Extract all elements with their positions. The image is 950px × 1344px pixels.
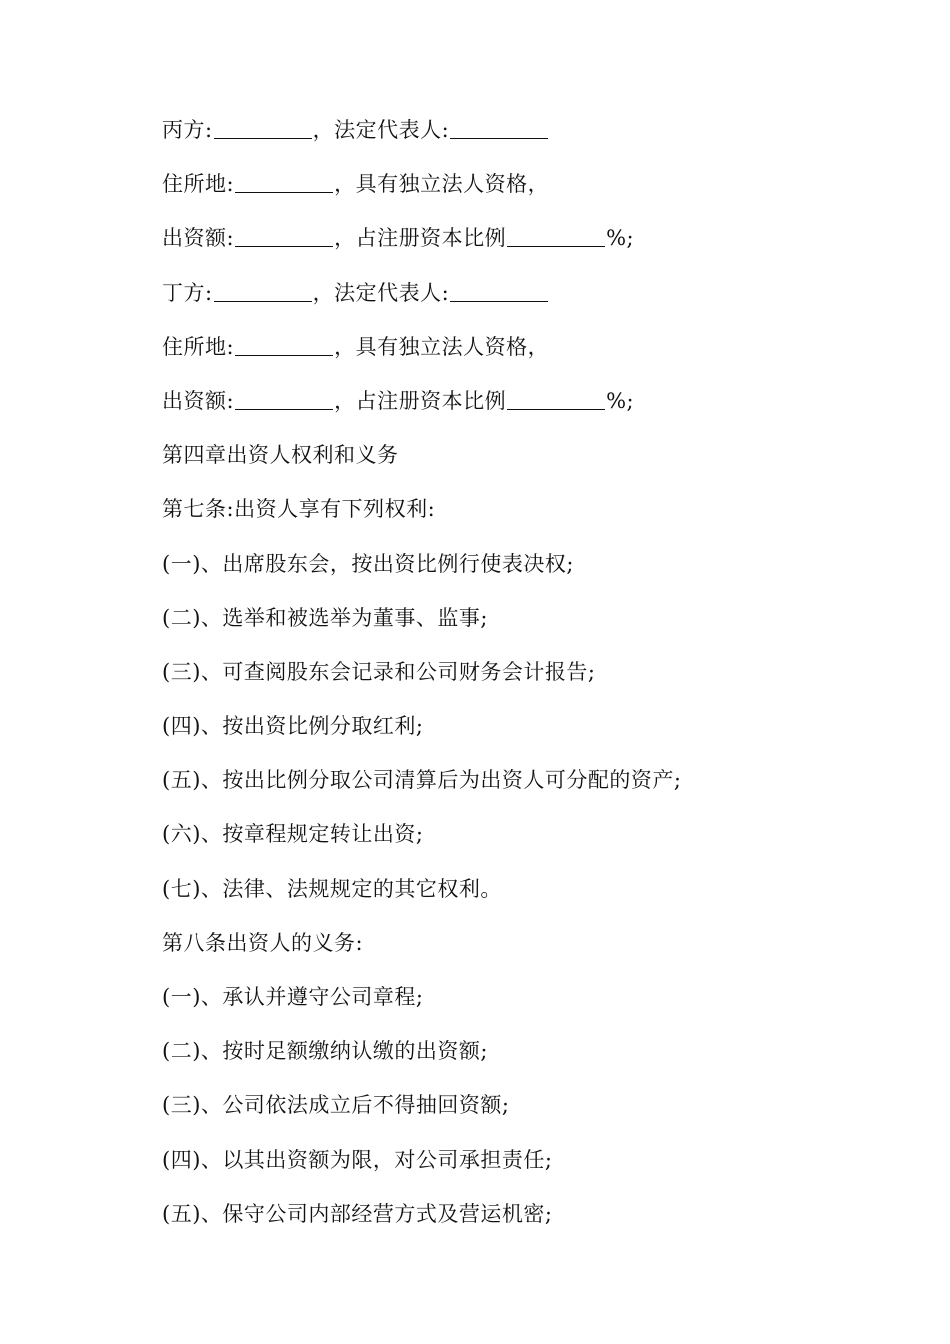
article-7-item: (七)、法律、法规规定的其它权利。 <box>162 876 502 901</box>
article-8-item: (二)、按时足额缴纳认缴的出资额; <box>162 1039 488 1064</box>
party-c-ratio-label: ，占注册资本比例 <box>334 226 507 251</box>
party-d-ratio-blank <box>507 387 605 410</box>
party-c-capital-blank <box>235 224 333 247</box>
article-8-item: (四)、以其出资额为限，对公司承担责任; <box>162 1147 553 1172</box>
article-8-title: 第八条出资人的义务: <box>162 930 364 955</box>
party-c-rep-blank <box>450 116 548 139</box>
article-8-item: (五)、保守公司内部经营方式及营运机密; <box>162 1201 553 1226</box>
party-d-address-suffix: ，具有独立法人资格， <box>334 334 550 359</box>
party-d-address-line <box>162 329 882 383</box>
party-d-ratio-label: ，占注册资本比例 <box>334 388 507 413</box>
party-c-capital-line <box>162 220 882 274</box>
party-d-address-blank <box>235 333 333 356</box>
article-7-item: (四)、按出资比例分取红利; <box>162 714 424 739</box>
party-d-label: 丁方: <box>162 280 213 305</box>
party-c-rep-label: ，法定代表人: <box>312 118 450 142</box>
party-c-capital-label: 出资额: <box>162 226 235 251</box>
party-d-capital-label: 出资额: <box>162 388 235 413</box>
party-d-capital-blank <box>235 387 333 410</box>
party-c-address-line <box>162 166 882 220</box>
article-7-item: (六)、按章程规定转让出资; <box>162 822 424 847</box>
party-d-ratio-suffix: %; <box>606 388 635 413</box>
party-c-label: 丙方: <box>162 118 213 142</box>
party-c-name-blank <box>214 116 312 139</box>
party-d-capital-line <box>162 383 882 437</box>
document-page <box>162 112 882 1250</box>
article-7-item: (五)、按出比例分取公司清算后为出资人可分配的资产; <box>162 768 682 793</box>
party-c-ratio-suffix: %; <box>606 226 635 251</box>
party-c-address-suffix: ，具有独立法人资格， <box>334 172 550 197</box>
party-d-rep-label: ，法定代表人: <box>312 280 450 305</box>
party-c-address-label: 住所地: <box>162 172 235 197</box>
article-7-item: (二)、选举和被选举为董事、监事; <box>162 605 488 630</box>
party-d-address-label: 住所地: <box>162 334 235 359</box>
party-c-ratio-blank <box>507 224 605 247</box>
party-c-line <box>162 112 882 166</box>
chapter-title: 第四章出资人权利和义务 <box>162 443 399 468</box>
article-8-item: (一)、承认并遵守公司章程; <box>162 985 424 1009</box>
party-c-address-blank <box>235 170 333 193</box>
article-8-item: (三)、公司依法成立后不得抽回资额; <box>162 1093 510 1118</box>
party-d-rep-blank <box>450 279 548 302</box>
party-d-line <box>162 275 882 329</box>
party-d-name-blank <box>214 279 312 302</box>
article-7-item: (一)、出席股东会，按出资比例行使表决权; <box>162 551 574 576</box>
article-7-item: (三)、可查阅股东会记录和公司财务会计报告; <box>162 659 596 684</box>
article-7-title: 第七条:出资人享有下列权利: <box>162 497 436 522</box>
